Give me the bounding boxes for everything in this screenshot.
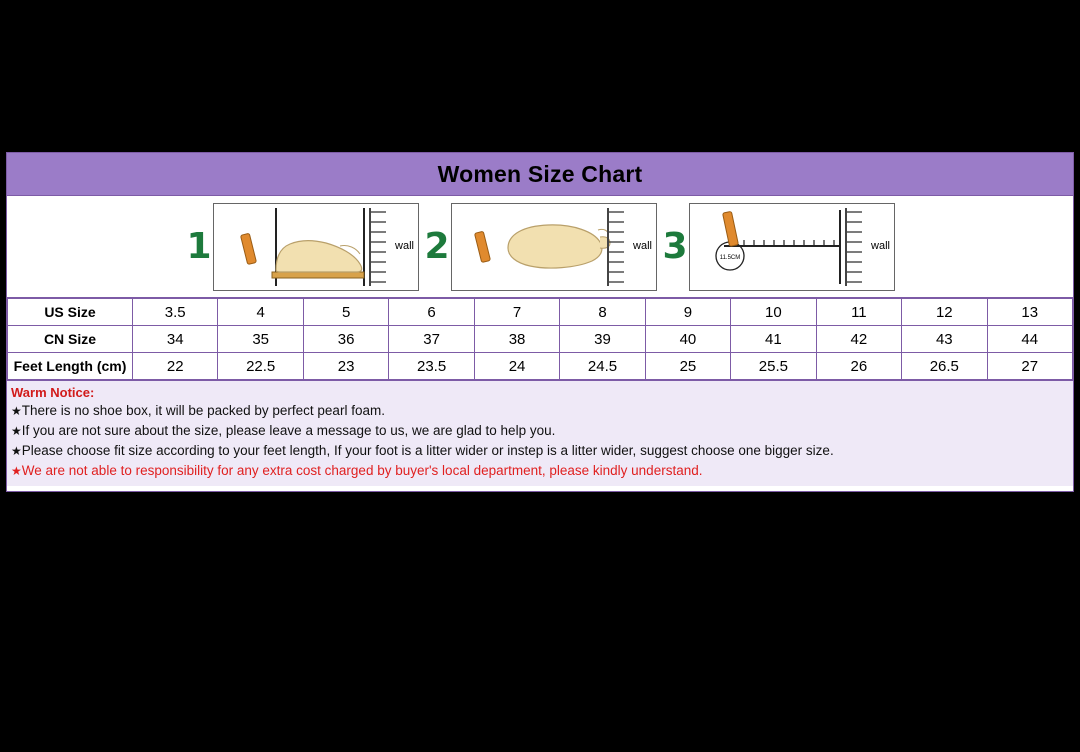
cell-cn-10: 44 <box>987 326 1072 353</box>
step-2 <box>423 201 657 293</box>
foot-side-view-icon <box>214 204 418 290</box>
step-illustration-top-view <box>451 203 657 291</box>
table-row <box>8 326 1073 353</box>
table-row <box>8 299 1073 326</box>
step-illustration-side-view <box>213 203 419 291</box>
notice-title: Warm Notice: <box>11 385 95 400</box>
cell-len-8: 26 <box>816 353 901 380</box>
cell-us-1: 4 <box>218 299 303 326</box>
star-icon: ★ <box>11 464 22 478</box>
cell-cn-9: 43 <box>902 326 987 353</box>
step-number: 1 <box>186 225 212 267</box>
star-icon: ★ <box>11 424 22 438</box>
cell-cn-7: 41 <box>731 326 816 353</box>
notice-text-1: There is no shoe box, it will be packed by perfect pearl foam. <box>21 403 385 418</box>
wall-label: wall <box>633 239 652 252</box>
cell-len-6: 25 <box>645 353 730 380</box>
table-row <box>8 353 1073 380</box>
cell-cn-3: 37 <box>389 326 474 353</box>
notice-line-3 <box>11 441 1069 461</box>
cell-cn-0: 34 <box>133 326 218 353</box>
cell-cn-8: 42 <box>816 326 901 353</box>
cell-us-3: 6 <box>389 299 474 326</box>
notice-text-3: Please choose fit size according to your feet length, If your foot is a litter wider or instep is a litter wider, suggest choose one bigger size. <box>21 443 834 458</box>
star-icon: ★ <box>11 444 22 458</box>
wall-label: wall <box>871 239 890 252</box>
foot-top-view-icon <box>452 204 656 290</box>
cell-us-5: 8 <box>560 299 645 326</box>
cell-us-0: 3.5 <box>133 299 218 326</box>
notice-line-4 <box>11 461 1069 481</box>
step-number: 3 <box>662 225 688 267</box>
cell-cn-5: 39 <box>560 326 645 353</box>
cell-len-9: 26.5 <box>902 353 987 380</box>
cell-len-4: 24 <box>474 353 559 380</box>
chart-title-bar <box>7 153 1073 196</box>
notice-text-4: We are not able to responsibility for any extra cost charged by buyer's local department, please kindly understand. <box>21 463 703 478</box>
cell-len-0: 22 <box>133 353 218 380</box>
cell-us-9: 12 <box>902 299 987 326</box>
cell-cn-1: 35 <box>218 326 303 353</box>
row-header-cn-size: CN Size <box>8 326 133 353</box>
cell-us-8: 11 <box>816 299 901 326</box>
step-illustration-ruler <box>689 203 895 291</box>
cell-len-7: 25.5 <box>731 353 816 380</box>
size-table <box>7 298 1073 380</box>
cell-len-2: 23 <box>303 353 388 380</box>
warm-notice <box>7 380 1073 486</box>
notice-text-2: If you are not sure about the size, please leave a message to us, we are glad to help you. <box>21 423 556 438</box>
wall-label: wall <box>395 239 414 252</box>
cell-us-4: 7 <box>474 299 559 326</box>
cell-us-2: 5 <box>303 299 388 326</box>
cell-cn-6: 40 <box>645 326 730 353</box>
star-icon: ★ <box>11 404 22 418</box>
cell-us-10: 13 <box>987 299 1072 326</box>
cell-cn-2: 36 <box>303 326 388 353</box>
cell-us-6: 9 <box>645 299 730 326</box>
cell-len-5: 24.5 <box>560 353 645 380</box>
cell-us-7: 10 <box>731 299 816 326</box>
cell-cn-4: 38 <box>474 326 559 353</box>
cell-len-10: 27 <box>987 353 1072 380</box>
step-1 <box>185 201 419 293</box>
svg-text:11.5CM: 11.5CM <box>719 254 741 261</box>
page-title: Women Size Chart <box>437 160 643 187</box>
cell-len-3: 23.5 <box>389 353 474 380</box>
notice-line-1 <box>11 401 1069 421</box>
measurement-steps <box>7 196 1073 298</box>
step-3 <box>661 201 895 293</box>
ruler-measure-icon <box>690 204 894 290</box>
step-number: 2 <box>424 225 450 267</box>
notice-line-2 <box>11 421 1069 441</box>
row-header-us-size: US Size <box>8 299 133 326</box>
size-chart-card <box>6 152 1074 492</box>
row-header-feet-length: Feet Length (cm) <box>8 353 133 380</box>
cell-len-1: 22.5 <box>218 353 303 380</box>
